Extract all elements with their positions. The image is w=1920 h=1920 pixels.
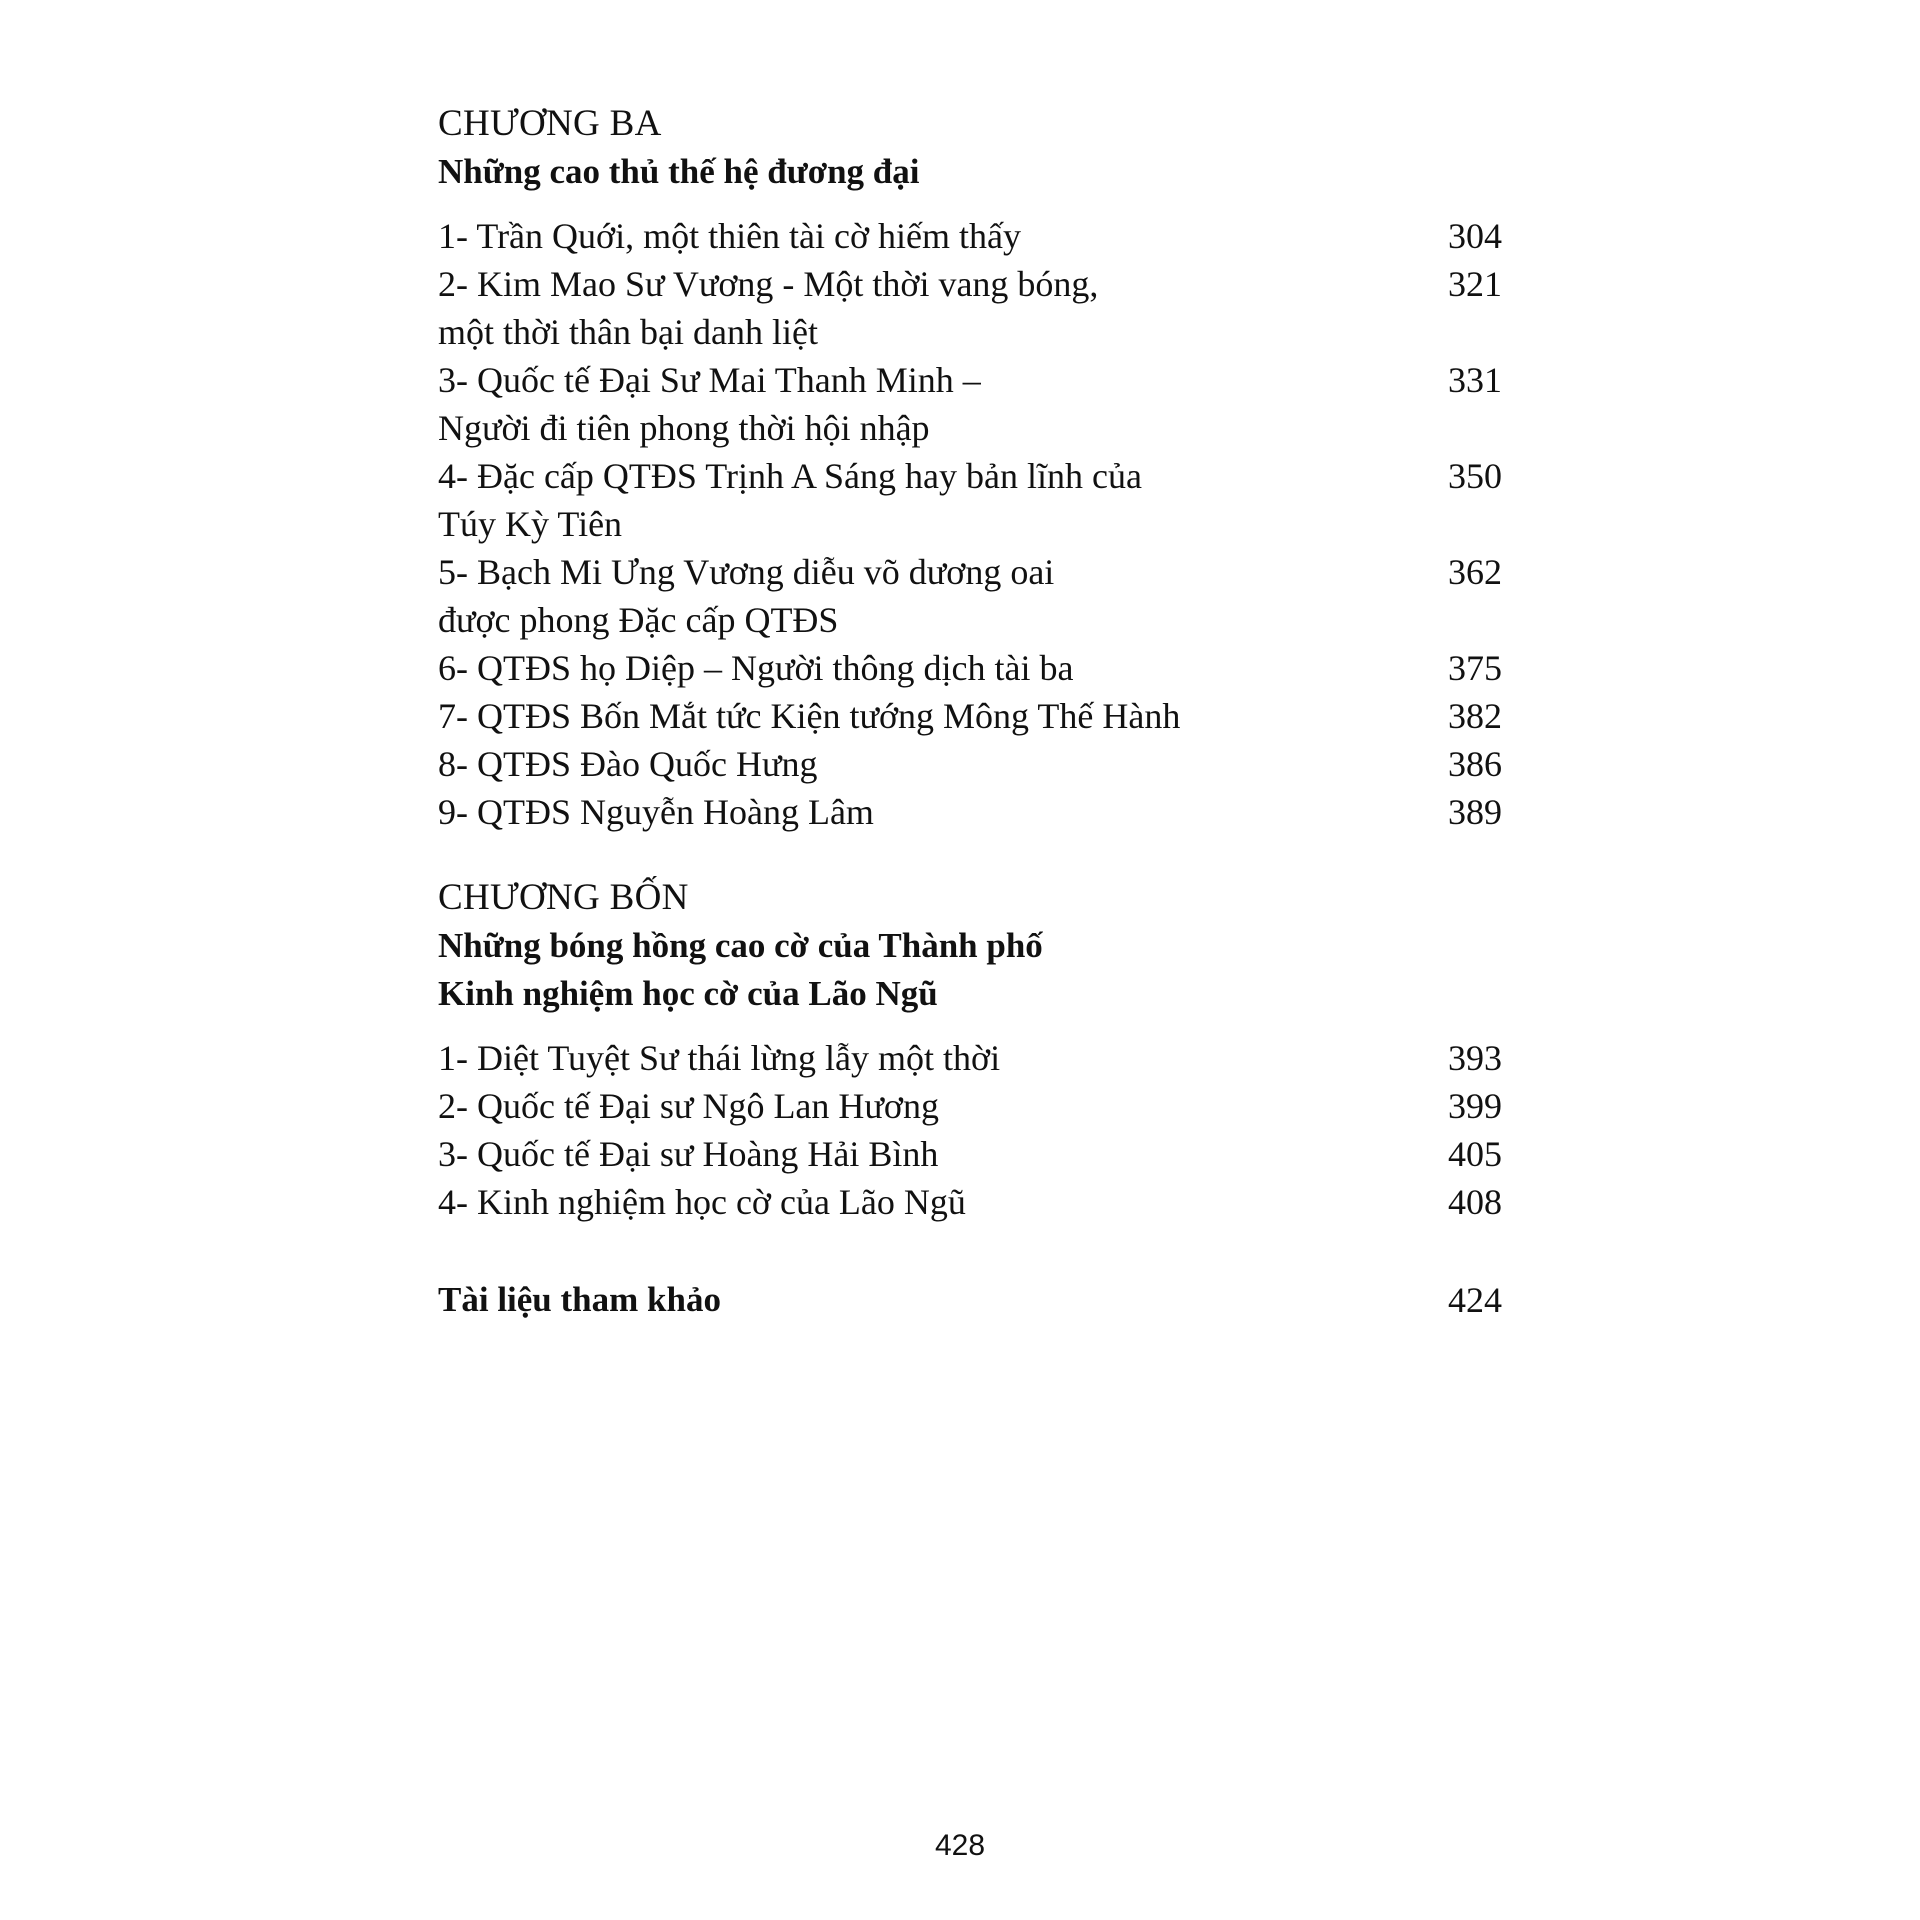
entry-page-number: 408 bbox=[1448, 1182, 1502, 1222]
entry-text bbox=[438, 740, 1338, 788]
entry-text bbox=[438, 788, 1338, 836]
chapter-section bbox=[438, 100, 1502, 836]
chapter-title: Những cao thủ thế hệ đương đại bbox=[438, 152, 920, 191]
entry-page-number: 375 bbox=[1448, 648, 1502, 688]
entry-text bbox=[438, 692, 1338, 740]
references-entry bbox=[438, 1276, 1502, 1324]
entry-page-number: 389 bbox=[1448, 792, 1502, 832]
toc-entry bbox=[438, 356, 1502, 452]
entry-page-number: 304 bbox=[1448, 216, 1502, 256]
entry-line: 7- QTĐS Bốn Mắt tức Kiện tướng Mông Thế Hành bbox=[438, 696, 1181, 736]
references-label: Tài liệu tham khảo bbox=[438, 1280, 721, 1319]
toc-entry bbox=[438, 212, 1502, 260]
toc-entry bbox=[438, 1034, 1502, 1082]
chapter-title: Những bóng hồng cao cờ của Thành phố bbox=[438, 926, 1043, 965]
toc-entry bbox=[438, 452, 1502, 548]
toc-entry bbox=[438, 260, 1502, 356]
toc-entry bbox=[438, 1130, 1502, 1178]
entry-line: 6- QTĐS họ Diệp – Người thông dịch tài ba bbox=[438, 648, 1074, 688]
entry-text bbox=[438, 356, 1338, 452]
entry-line: 9- QTĐS Nguyễn Hoàng Lâm bbox=[438, 792, 874, 832]
entry-page-number: 350 bbox=[1448, 456, 1502, 496]
chapter-heading: CHƯƠNG BỐN bbox=[438, 877, 689, 918]
entry-page-number: 399 bbox=[1448, 1086, 1502, 1126]
entry-line: Người đi tiên phong thời hội nhập bbox=[438, 408, 930, 448]
entry-line: 2- Quốc tế Đại sư Ngô Lan Hương bbox=[438, 1086, 939, 1126]
toc-entry bbox=[438, 788, 1502, 836]
entry-line: 5- Bạch Mi Ưng Vương diễu võ dương oai bbox=[438, 552, 1055, 592]
entry-line: 2- Kim Mao Sư Vương - Một thời vang bóng, bbox=[438, 264, 1099, 304]
entry-line: 4- Kinh nghiệm học cờ của Lão Ngũ bbox=[438, 1182, 966, 1222]
toc-entry bbox=[438, 1082, 1502, 1130]
entry-text bbox=[438, 1034, 1338, 1082]
toc-entry bbox=[438, 548, 1502, 644]
entry-line: 8- QTĐS Đào Quốc Hưng bbox=[438, 744, 818, 784]
chapter-title: Kinh nghiệm học cờ của Lão Ngũ bbox=[438, 974, 938, 1013]
entry-text bbox=[438, 260, 1338, 356]
entry-line: 4- Đặc cấp QTĐS Trịnh A Sáng hay bản lĩnh của bbox=[438, 456, 1142, 496]
entry-line: 1- Trần Quới, một thiên tài cờ hiếm thấy bbox=[438, 216, 1022, 256]
toc-entry bbox=[438, 644, 1502, 692]
entry-list bbox=[438, 1034, 1502, 1226]
chapter-heading: CHƯƠNG BA bbox=[438, 103, 662, 144]
entry-line: Túy Kỳ Tiên bbox=[438, 504, 623, 544]
entry-page-number: 386 bbox=[1448, 744, 1502, 784]
entry-text bbox=[438, 548, 1338, 644]
entry-line: 3- Quốc tế Đại sư Hoàng Hải Bình bbox=[438, 1134, 939, 1174]
toc-entry bbox=[438, 1178, 1502, 1226]
entry-page-number: 321 bbox=[1448, 264, 1502, 304]
entry-text bbox=[438, 212, 1338, 260]
entry-text bbox=[438, 644, 1338, 692]
entry-page-number: 393 bbox=[1448, 1038, 1502, 1078]
entry-page-number: 362 bbox=[1448, 552, 1502, 592]
page-number: 428 bbox=[934, 1829, 986, 1862]
entry-line: một thời thân bại danh liệt bbox=[438, 312, 818, 352]
entry-text bbox=[438, 452, 1338, 548]
table-of-contents bbox=[438, 100, 1502, 1324]
toc-entry bbox=[438, 692, 1502, 740]
entry-text bbox=[438, 1130, 1338, 1178]
chapter-section bbox=[438, 874, 1502, 1226]
entry-page-number: 382 bbox=[1448, 696, 1502, 736]
entry-page-number: 405 bbox=[1448, 1134, 1502, 1174]
entry-list bbox=[438, 212, 1502, 836]
toc-entry bbox=[438, 740, 1502, 788]
references-page-number: 424 bbox=[1448, 1280, 1502, 1320]
entry-line: 1- Diệt Tuyệt Sư thái lừng lẫy một thời bbox=[438, 1038, 1001, 1078]
entry-text bbox=[438, 1082, 1338, 1130]
entry-text bbox=[438, 1178, 1338, 1226]
entry-line: 3- Quốc tế Đại Sư Mai Thanh Minh – bbox=[438, 360, 981, 400]
entry-line: được phong Đặc cấp QTĐS bbox=[438, 600, 839, 640]
entry-page-number: 331 bbox=[1448, 360, 1502, 400]
